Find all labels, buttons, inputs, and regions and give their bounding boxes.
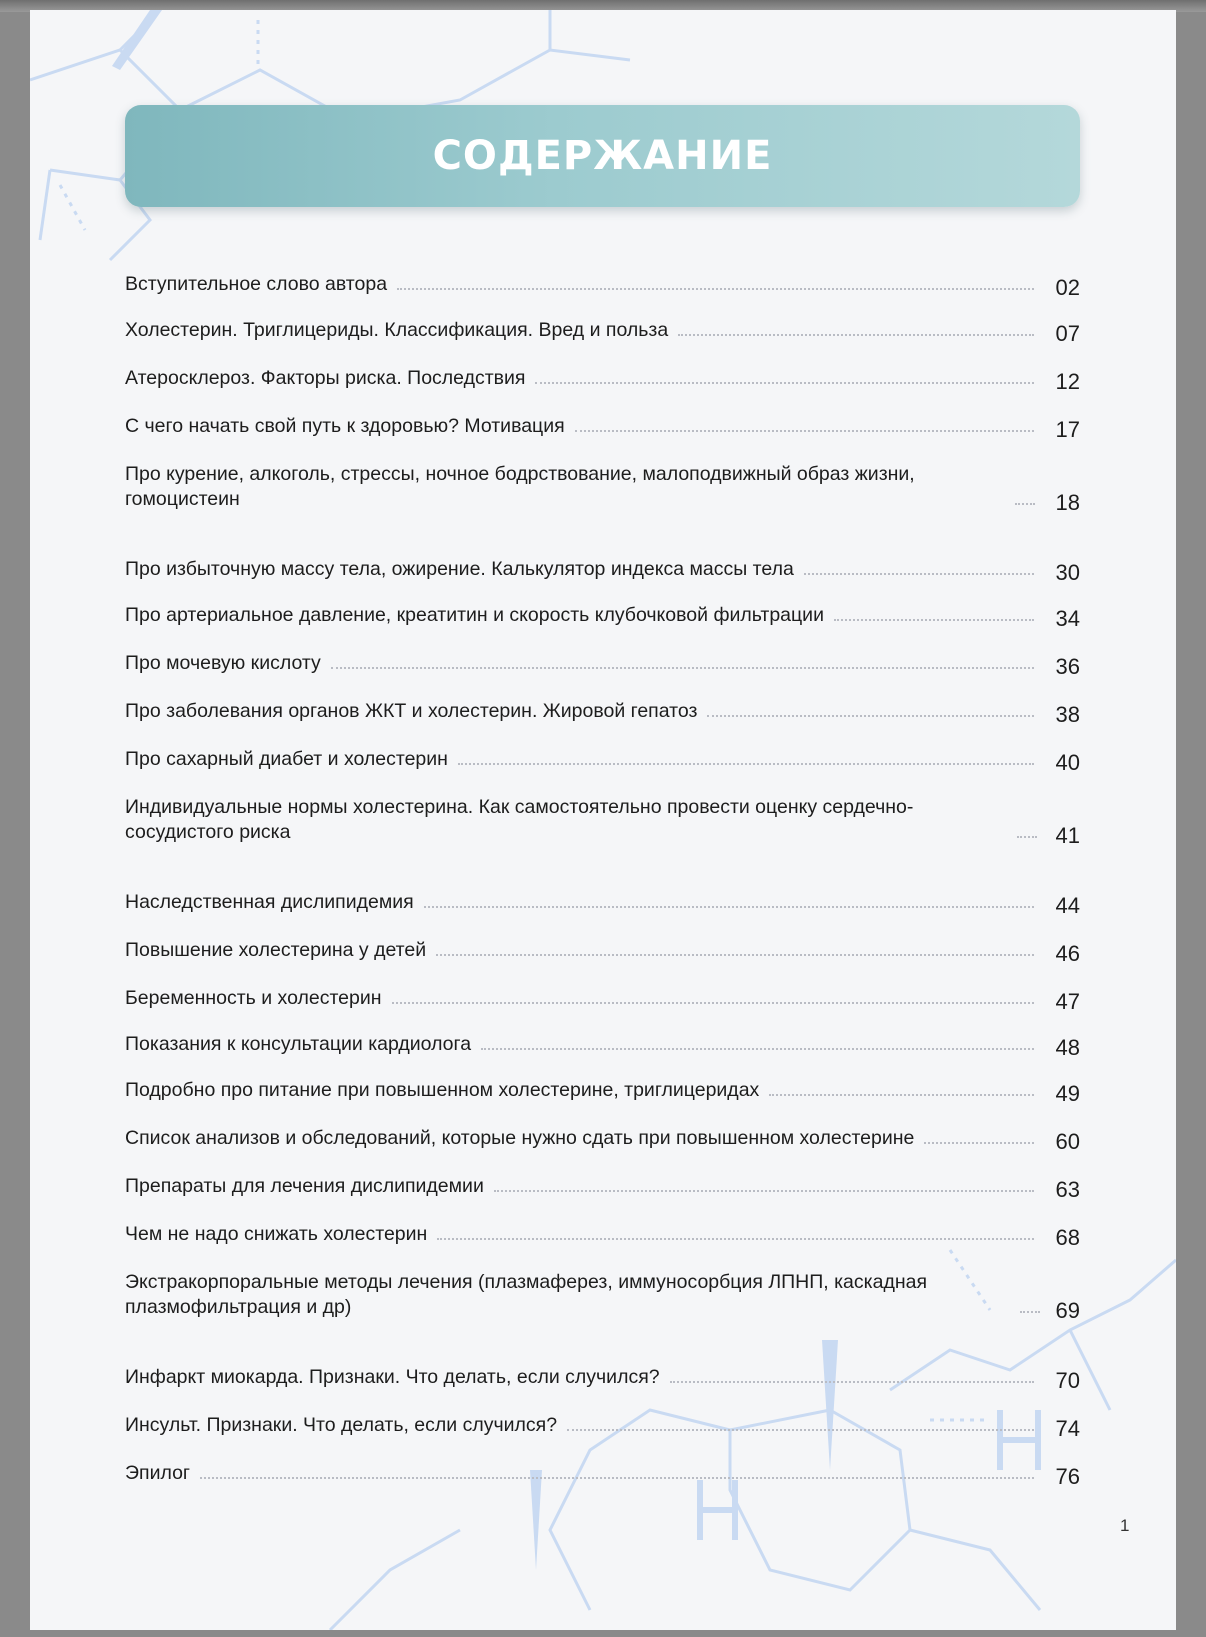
toc-entry[interactable] — [125, 366, 1080, 394]
toc-dot-leader — [924, 1142, 1034, 1144]
toc-dot-leader — [575, 430, 1034, 432]
toc-entry[interactable] — [125, 699, 1080, 727]
toc-dot-leader — [200, 1477, 1034, 1479]
toc-entry-title: Про избыточную массу тела, ожирение. Калькулятор индекса массы тела — [125, 558, 794, 580]
toc-entry-page: 44 — [1055, 893, 1080, 918]
toc-entry-page: 68 — [1055, 1225, 1080, 1250]
toc-entry-page: 40 — [1055, 750, 1080, 775]
toc-entry-page: 30 — [1055, 560, 1080, 585]
toc-entry-page: 47 — [1055, 989, 1080, 1014]
toc-dot-leader — [670, 1381, 1034, 1383]
toc-entry[interactable] — [125, 557, 1080, 585]
toc-entry-page: 36 — [1055, 654, 1080, 679]
toc-entry-title: С чего начать свой путь к здоровью? Мотивация — [125, 415, 565, 437]
toc-entry[interactable] — [125, 318, 1080, 346]
toc-entry-title: Повышение холестерина у детей — [125, 939, 427, 961]
toc-entry-page: 46 — [1055, 941, 1080, 966]
toc-entry-title: Подробно про питание при повышенном холестерине, триглицеридах — [125, 1079, 760, 1101]
toc-entry-page: 70 — [1055, 1368, 1080, 1393]
toc-dot-leader — [567, 1429, 1034, 1431]
toc-dot-leader — [397, 288, 1034, 290]
toc-entry-title: Беременность и холестерин — [125, 987, 382, 1009]
toc-entry[interactable] — [125, 795, 1080, 848]
toc-entry[interactable] — [125, 986, 1080, 1014]
toc-dot-leader — [424, 906, 1034, 908]
toc-entry-title: Холестерин. Триглицериды. Классификация. Вред и польза — [125, 319, 669, 341]
toc-entry[interactable] — [125, 1126, 1080, 1154]
page-number: 1 — [1120, 1516, 1130, 1535]
toc-entry-page: 07 — [1055, 321, 1080, 346]
toc-dot-leader — [678, 334, 1034, 336]
toc-entry[interactable] — [125, 462, 1080, 515]
toc-entry-title: Про курение, алкоголь, стрессы, ночное бодрствование, малоподвижный образ жизни, гомоцистеин — [125, 463, 915, 510]
toc-entry-page: 34 — [1055, 606, 1080, 631]
toc-entry-title: Про артериальное давление, креатитин и скорость клубочковой фильтрации — [125, 604, 824, 626]
toc-dot-leader — [707, 715, 1034, 717]
toc-entry[interactable] — [125, 1413, 1080, 1441]
toc-entry-title: Препараты для лечения дислипидемии — [125, 1175, 484, 1197]
toc-entry-page: 41 — [1055, 823, 1080, 848]
toc-entry-title: Про заболевания органов ЖКТ и холестерин. Жировой гепатоз — [125, 700, 698, 722]
contents-header-bar — [125, 105, 1080, 207]
toc-dot-leader — [769, 1094, 1034, 1096]
toc-dot-leader — [1017, 836, 1037, 838]
toc-entry-title: Инсульт. Признаки. Что делать, если случился? — [125, 1414, 558, 1436]
toc-entry-page: 48 — [1055, 1035, 1080, 1060]
toc-entry-page: 74 — [1055, 1416, 1080, 1441]
toc-entry[interactable] — [125, 651, 1080, 679]
toc-entry-title: Наследственная дислипидемия — [125, 891, 414, 913]
toc-entry[interactable] — [125, 1078, 1080, 1106]
toc-entry-title: Эпилог — [125, 1462, 191, 1484]
toc-entry[interactable] — [125, 1461, 1080, 1489]
toc-entry-title: Экстракорпоральные методы лечения (плазмаферез, иммуносорбция ЛПНП, каскадная плазмофильтрация и др) — [125, 1271, 928, 1318]
toc-entry[interactable] — [125, 938, 1080, 966]
toc-entry-title: Вступительное слово автора — [125, 273, 388, 295]
document-page — [30, 10, 1176, 1630]
toc-entry[interactable] — [125, 1174, 1080, 1202]
toc-entry-title: Про сахарный диабет и холестерин — [125, 748, 448, 770]
toc-entry[interactable] — [125, 1032, 1080, 1060]
toc-dot-leader — [535, 382, 1034, 384]
toc-entry-title: Атеросклероз. Факторы риска. Последствия — [125, 367, 526, 389]
toc-dot-leader — [331, 667, 1034, 669]
toc-entry[interactable] — [125, 1365, 1080, 1393]
toc-entry-page: 60 — [1055, 1129, 1080, 1154]
toc-dot-leader — [804, 573, 1034, 575]
toc-dot-leader — [1020, 1311, 1040, 1313]
toc-dot-leader — [834, 619, 1034, 621]
toc-entry-title: Инфаркт миокарда. Признаки. Что делать, если случился? — [125, 1366, 660, 1388]
toc-entry-page: 38 — [1055, 702, 1080, 727]
toc-entry-title: Чем не надо снижать холестерин — [125, 1223, 428, 1245]
toc-entry-title: Про мочевую кислоту — [125, 652, 321, 674]
toc-dot-leader — [481, 1048, 1034, 1050]
toc-entry-page: 02 — [1055, 275, 1080, 300]
toc-entry[interactable] — [125, 1222, 1080, 1250]
toc-dot-leader — [1015, 503, 1035, 505]
toc-entry-page: 69 — [1055, 1298, 1080, 1323]
toc-dot-leader — [436, 954, 1034, 956]
toc-entry[interactable] — [125, 1270, 1080, 1323]
toc-entry-title: Индивидуальные нормы холестерина. Как самостоятельно провести оценку сердечно-сосудистого риска — [125, 796, 914, 843]
toc-dot-leader — [494, 1190, 1034, 1192]
toc-entry-page: 12 — [1055, 369, 1080, 394]
toc-entry-page: 63 — [1055, 1177, 1080, 1202]
toc-entry[interactable] — [125, 414, 1080, 442]
toc-entry-page: 49 — [1055, 1081, 1080, 1106]
toc-entry[interactable] — [125, 272, 1080, 300]
toc-entry[interactable] — [125, 747, 1080, 775]
toc-entry-title: Показания к консультации кардиолога — [125, 1033, 472, 1055]
toc-entry[interactable] — [125, 603, 1080, 631]
toc-dot-leader — [392, 1002, 1034, 1004]
toc-dot-leader — [458, 763, 1034, 765]
toc-entry-page: 76 — [1055, 1464, 1080, 1489]
toc-entry-page: 18 — [1055, 490, 1080, 515]
page-title: СОДЕРЖАНИЕ — [432, 133, 773, 179]
toc-dot-leader — [437, 1238, 1034, 1240]
toc-entry[interactable] — [125, 890, 1080, 918]
table-of-contents — [125, 272, 1080, 1489]
toc-entry-title: Список анализов и обследований, которые нужно сдать при повышенном холестерине — [125, 1127, 915, 1149]
toc-entry-page: 17 — [1055, 417, 1080, 442]
